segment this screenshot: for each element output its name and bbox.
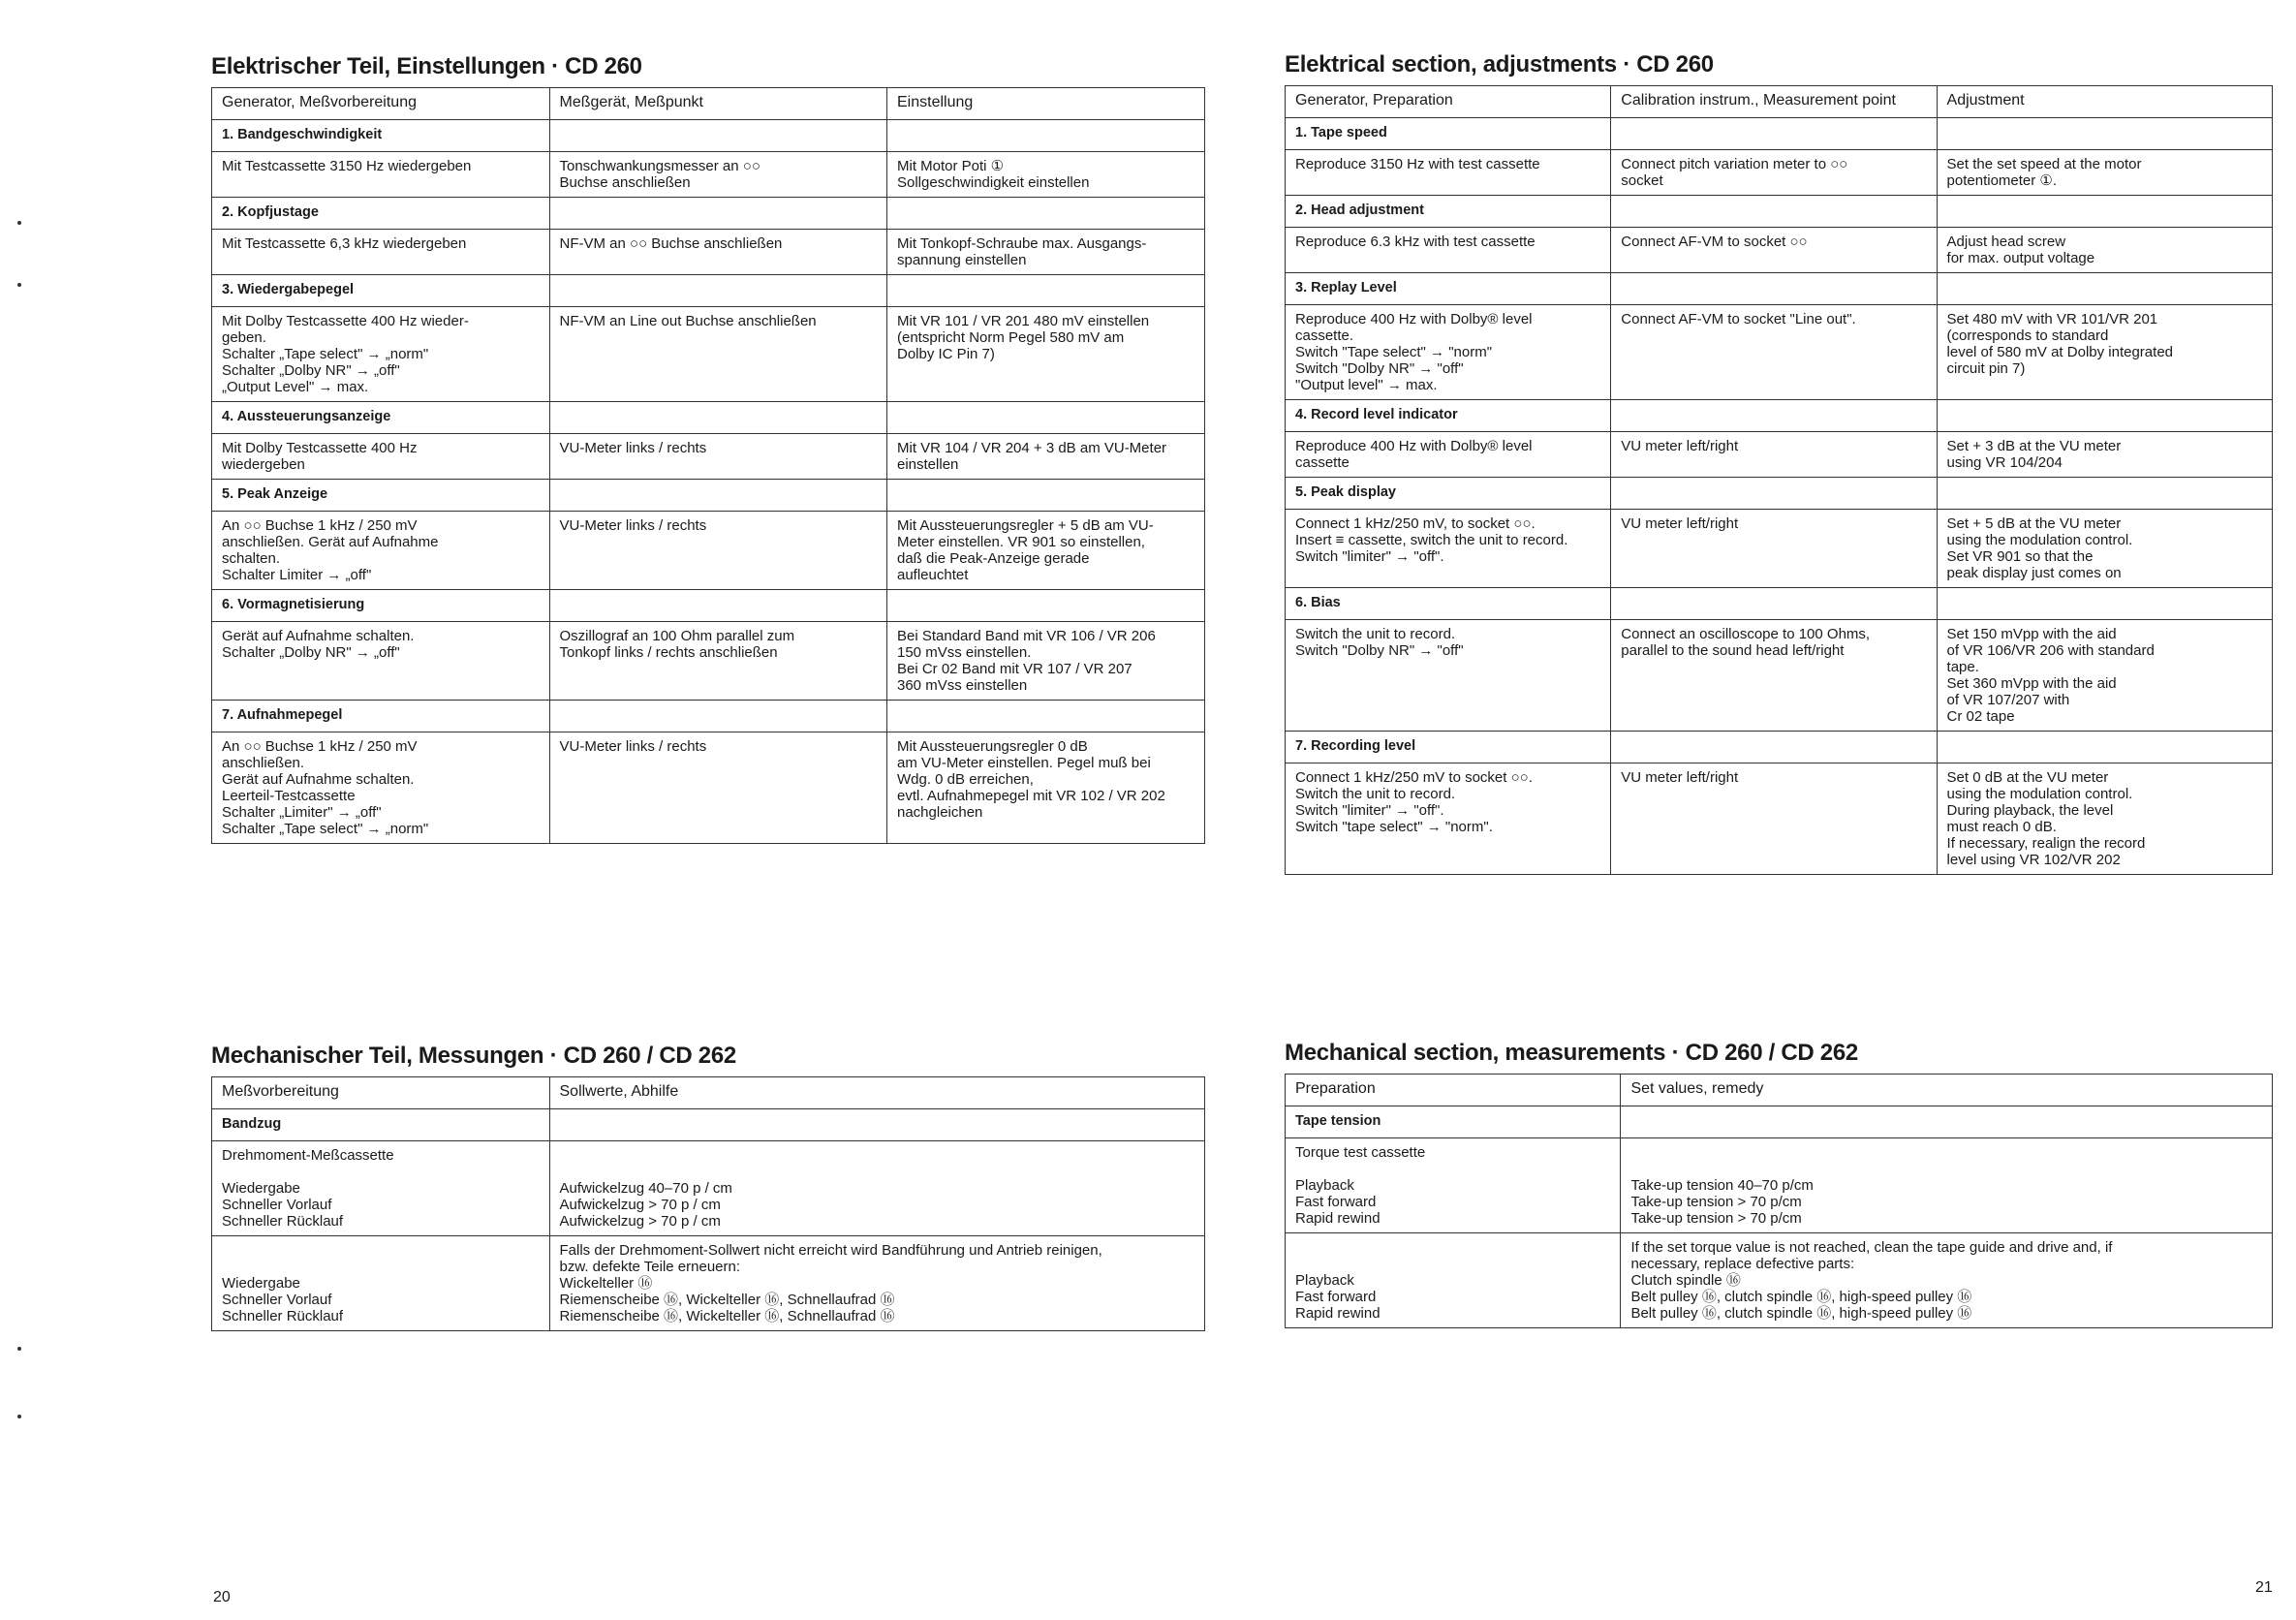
table-row (212, 512, 1205, 590)
table-cell: VU meter left/right (1611, 510, 1937, 588)
table-cell: An ○○ Buchse 1 kHz / 250 mV anschließen. Gerät auf Aufnahme schalten. Schalter Limiter → „off" (212, 512, 550, 590)
section-heading-row (1286, 732, 2273, 763)
empty-cell (549, 480, 887, 512)
table-row (212, 1236, 1205, 1331)
table-row (212, 1141, 1205, 1236)
column-header: Einstellung (887, 88, 1205, 120)
table-cell: Mit Testcassette 6,3 kHz wiedergeben (212, 230, 550, 275)
table-cell: Mit Motor Poti ① Sollgeschwindigkeit einstellen (887, 152, 1205, 198)
empty-cell (887, 402, 1205, 434)
column-header: Meßvorbereitung (212, 1077, 550, 1109)
table-header-row (1286, 86, 2273, 118)
elec-de-table (211, 87, 1205, 844)
column-header: Adjustment (1937, 86, 2272, 118)
table-row (1286, 510, 2273, 588)
table-cell: Gerät auf Aufnahme schalten. Schalter „Dolby NR" → „off" (212, 622, 550, 701)
section-heading: 6. Bias (1286, 588, 1611, 620)
section-heading: 4. Aussteuerungsanzeige (212, 402, 550, 434)
table-cell: Aufwickelzug 40–70 p / cm Aufwickelzug > 70 p / cm Aufwickelzug > 70 p / cm (549, 1141, 1205, 1236)
section-heading-row (1286, 118, 2273, 150)
mech-en-table (1285, 1074, 2273, 1328)
table-cell: Drehmoment-Meßcassette Wiedergabe Schneller Vorlauf Schneller Rücklauf (212, 1141, 550, 1236)
empty-cell (1937, 732, 2272, 763)
empty-cell (1611, 273, 1937, 305)
margin-dot (17, 221, 21, 225)
table-header-row (212, 88, 1205, 120)
section-heading: 2. Kopfjustage (212, 198, 550, 230)
column-header: Generator, Meßvorbereitung (212, 88, 550, 120)
empty-cell (549, 402, 887, 434)
section-heading: 1. Tape speed (1286, 118, 1611, 150)
section-heading: 6. Vormagnetisierung (212, 590, 550, 622)
table-cell: Reproduce 6.3 kHz with test cassette (1286, 228, 1611, 273)
section-heading: 4. Record level indicator (1286, 400, 1611, 432)
table-cell: Mit VR 104 / VR 204 + 3 dB am VU-Meter einstellen (887, 434, 1205, 480)
empty-cell (1611, 478, 1937, 510)
column-header: Generator, Preparation (1286, 86, 1611, 118)
section-heading-row (212, 480, 1205, 512)
section-heading: Tape tension (1286, 1106, 1621, 1138)
empty-cell (1937, 400, 2272, 432)
table-cell: Bei Standard Band mit VR 106 / VR 206 150 mVss einstellen. Bei Cr 02 Band mit VR 107 / VR 207 360 mVss einstellen (887, 622, 1205, 701)
table-cell: Mit Testcassette 3150 Hz wiedergeben (212, 152, 550, 198)
table-cell: Adjust head screw for max. output voltage (1937, 228, 2272, 273)
empty-cell (1621, 1106, 2273, 1138)
section-heading: 3. Wiedergabepegel (212, 275, 550, 307)
table-row (212, 230, 1205, 275)
table-cell: Connect AF-VM to socket ○○ (1611, 228, 1937, 273)
table-cell: Mit Aussteuerungsregler 0 dB am VU-Meter einstellen. Pegel muß bei Wdg. 0 dB erreichen, evtl. Aufnahmepegel mit VR 102 / VR 202 nachgleichen (887, 732, 1205, 844)
table-row (1286, 763, 2273, 875)
page-number-left: 20 (213, 1589, 231, 1605)
empty-cell (549, 275, 887, 307)
table-row (1286, 228, 2273, 273)
mech-en-section (1285, 1039, 2273, 1328)
table-cell: Playback Fast forward Rapid rewind (1286, 1233, 1621, 1328)
empty-cell (887, 701, 1205, 732)
margin-dot (17, 283, 21, 287)
section-heading-row (1286, 1106, 2273, 1138)
table-row (212, 622, 1205, 701)
table-cell: Reproduce 400 Hz with Dolby® level cassette. Switch "Tape select" → "norm" Switch "Dolby NR" → "off" "Output level" → max. (1286, 305, 1611, 400)
column-header: Sollwerte, Abhilfe (549, 1077, 1205, 1109)
empty-cell (1937, 588, 2272, 620)
table-header-row (1286, 1075, 2273, 1106)
empty-cell (887, 275, 1205, 307)
section-heading: 3. Replay Level (1286, 273, 1611, 305)
section-heading-row (212, 590, 1205, 622)
table-cell: VU-Meter links / rechts (549, 512, 887, 590)
empty-cell (1611, 732, 1937, 763)
table-cell: Falls der Drehmoment-Sollwert nicht erreicht wird Bandführung und Antrieb reinigen, bzw. defekte Teile erneuern: Wickelteller ⑯ Riemenscheibe ⑯, Wickelteller ⑯, Schnellaufrad ⑯ Riemenscheibe ⑯, Wickelteller ⑯, Schnellaufrad ⑯ (549, 1236, 1205, 1331)
table-cell: VU-Meter links / rechts (549, 732, 887, 844)
table-cell: Mit Aussteuerungsregler + 5 dB am VU- Meter einstellen. VR 901 so einstellen, daß die Peak-Anzeige gerade aufleuchtet (887, 512, 1205, 590)
table-row (1286, 150, 2273, 196)
section-heading-row (212, 402, 1205, 434)
table-cell: Set the set speed at the motor potentiometer ①. (1937, 150, 2272, 196)
empty-cell (887, 480, 1205, 512)
column-header: Calibration instrum., Measurement point (1611, 86, 1937, 118)
table-cell: Connect 1 kHz/250 mV to socket ○○. Switch the unit to record. Switch "limiter" → "off". Switch "tape select" → "norm". (1286, 763, 1611, 875)
section-heading: 1. Bandgeschwindigkeit (212, 120, 550, 152)
table-cell: Tonschwankungsmesser an ○○ Buchse anschließen (549, 152, 887, 198)
table-cell: VU meter left/right (1611, 432, 1937, 478)
mech-de-title: Mechanischer Teil, Messungen · CD 260 / CD 262 (211, 1043, 736, 1069)
empty-cell (549, 590, 887, 622)
empty-cell (549, 701, 887, 732)
table-cell: VU meter left/right (1611, 763, 1937, 875)
mech-de-table (211, 1076, 1205, 1331)
elec-en-section (1285, 50, 2273, 875)
table-cell: Reproduce 3150 Hz with test cassette (1286, 150, 1611, 196)
margin-dot (17, 1347, 21, 1351)
table-cell: Mit Dolby Testcassette 400 Hz wiedergeben (212, 434, 550, 480)
section-heading-row (212, 1109, 1205, 1141)
table-cell: Set + 5 dB at the VU meter using the modulation control. Set VR 901 so that the peak display just comes on (1937, 510, 2272, 588)
table-cell: Wiedergabe Schneller Vorlauf Schneller Rücklauf (212, 1236, 550, 1331)
mech-en-title: Mechanical section, measurements · CD 260 / CD 262 (1285, 1040, 1858, 1066)
table-row (1286, 305, 2273, 400)
empty-cell (1611, 588, 1937, 620)
table-cell: Set 0 dB at the VU meter using the modulation control. During playback, the level must reach 0 dB. If necessary, realign the record level using VR 102/VR 202 (1937, 763, 2272, 875)
section-heading-row (1286, 400, 2273, 432)
empty-cell (549, 198, 887, 230)
column-header: Set values, remedy (1621, 1075, 2273, 1106)
section-heading: Bandzug (212, 1109, 550, 1141)
table-row (212, 307, 1205, 402)
empty-cell (549, 1109, 1205, 1141)
table-cell: Reproduce 400 Hz with Dolby® level cassette (1286, 432, 1611, 478)
table-cell: NF-VM an Line out Buchse anschließen (549, 307, 887, 402)
empty-cell (549, 120, 887, 152)
table-row (1286, 1233, 2273, 1328)
empty-cell (1937, 273, 2272, 305)
table-cell: NF-VM an ○○ Buchse anschließen (549, 230, 887, 275)
section-heading-row (1286, 196, 2273, 228)
section-heading-row (1286, 273, 2273, 305)
mech-de-section (211, 1042, 1205, 1331)
section-heading: 5. Peak Anzeige (212, 480, 550, 512)
section-heading-row (212, 701, 1205, 732)
table-cell: Connect AF-VM to socket "Line out". (1611, 305, 1937, 400)
empty-cell (887, 120, 1205, 152)
table-cell: Connect 1 kHz/250 mV, to socket ○○. Insert ≡ cassette, switch the unit to record. Switch "limiter" → "off". (1286, 510, 1611, 588)
section-heading: 7. Aufnahmepegel (212, 701, 550, 732)
page-number-right: 21 (2255, 1579, 2273, 1596)
section-heading: 5. Peak display (1286, 478, 1611, 510)
table-cell: Mit Dolby Testcassette 400 Hz wieder- geben. Schalter „Tape select" → „norm" Schalter „Dolby NR" → „off" „Output Level" → max. (212, 307, 550, 402)
table-cell: Torque test cassette Playback Fast forward Rapid rewind (1286, 1138, 1621, 1233)
section-heading-row (212, 198, 1205, 230)
section-heading: 2. Head adjustment (1286, 196, 1611, 228)
table-row (1286, 620, 2273, 732)
table-cell: Oszillograf an 100 Ohm parallel zum Tonkopf links / rechts anschließen (549, 622, 887, 701)
section-heading-row (1286, 478, 2273, 510)
empty-cell (1937, 196, 2272, 228)
table-cell: Take-up tension 40–70 p/cm Take-up tension > 70 p/cm Take-up tension > 70 p/cm (1621, 1138, 2273, 1233)
table-row (1286, 1138, 2273, 1233)
table-row (212, 152, 1205, 198)
empty-cell (1611, 196, 1937, 228)
section-heading-row (212, 275, 1205, 307)
table-cell: Connect an oscilloscope to 100 Ohms, parallel to the sound head left/right (1611, 620, 1937, 732)
table-cell: Switch the unit to record. Switch "Dolby NR" → "off" (1286, 620, 1611, 732)
elec-de-section (211, 52, 1205, 844)
table-cell: Mit Tonkopf-Schraube max. Ausgangs- spannung einstellen (887, 230, 1205, 275)
empty-cell (1937, 478, 2272, 510)
margin-dot (17, 1415, 21, 1418)
column-header: Preparation (1286, 1075, 1621, 1106)
table-cell: If the set torque value is not reached, clean the tape guide and drive and, if necessary, replace defective parts: Clutch spindle ⑯ Belt pulley ⑯, clutch spindle ⑯, high-speed pulley ⑯ Belt pulley ⑯, clutch spindle ⑯, high-speed pulley ⑯ (1621, 1233, 2273, 1328)
section-heading: 7. Recording level (1286, 732, 1611, 763)
empty-cell (887, 198, 1205, 230)
column-header: Meßgerät, Meßpunkt (549, 88, 887, 120)
table-cell: Set 150 mVpp with the aid of VR 106/VR 206 with standard tape. Set 360 mVpp with the aid of VR 107/207 with Cr 02 tape (1937, 620, 2272, 732)
table-cell: An ○○ Buchse 1 kHz / 250 mV anschließen. Gerät auf Aufnahme schalten. Leerteil-Testcassette Schalter „Limiter" → „off" Schalter „Tape select" → „norm" (212, 732, 550, 844)
table-cell: VU-Meter links / rechts (549, 434, 887, 480)
section-heading-row (1286, 588, 2273, 620)
empty-cell (887, 590, 1205, 622)
empty-cell (1611, 118, 1937, 150)
table-cell: Mit VR 101 / VR 201 480 mV einstellen (entspricht Norm Pegel 580 mV am Dolby IC Pin 7) (887, 307, 1205, 402)
table-row (212, 434, 1205, 480)
table-row (1286, 432, 2273, 478)
table-cell: Set + 3 dB at the VU meter using VR 104/204 (1937, 432, 2272, 478)
empty-cell (1611, 400, 1937, 432)
elec-de-title: Elektrischer Teil, Einstellungen · CD 260 (211, 53, 642, 79)
table-header-row (212, 1077, 1205, 1109)
table-row (212, 732, 1205, 844)
table-cell: Set 480 mV with VR 101/VR 201 (corresponds to standard level of 580 mV at Dolby integrated circuit pin 7) (1937, 305, 2272, 400)
section-heading-row (212, 120, 1205, 152)
table-cell: Connect pitch variation meter to ○○ socket (1611, 150, 1937, 196)
elec-en-table (1285, 85, 2273, 875)
empty-cell (1937, 118, 2272, 150)
elec-en-title: Elektrical section, adjustments · CD 260 (1285, 51, 1714, 78)
